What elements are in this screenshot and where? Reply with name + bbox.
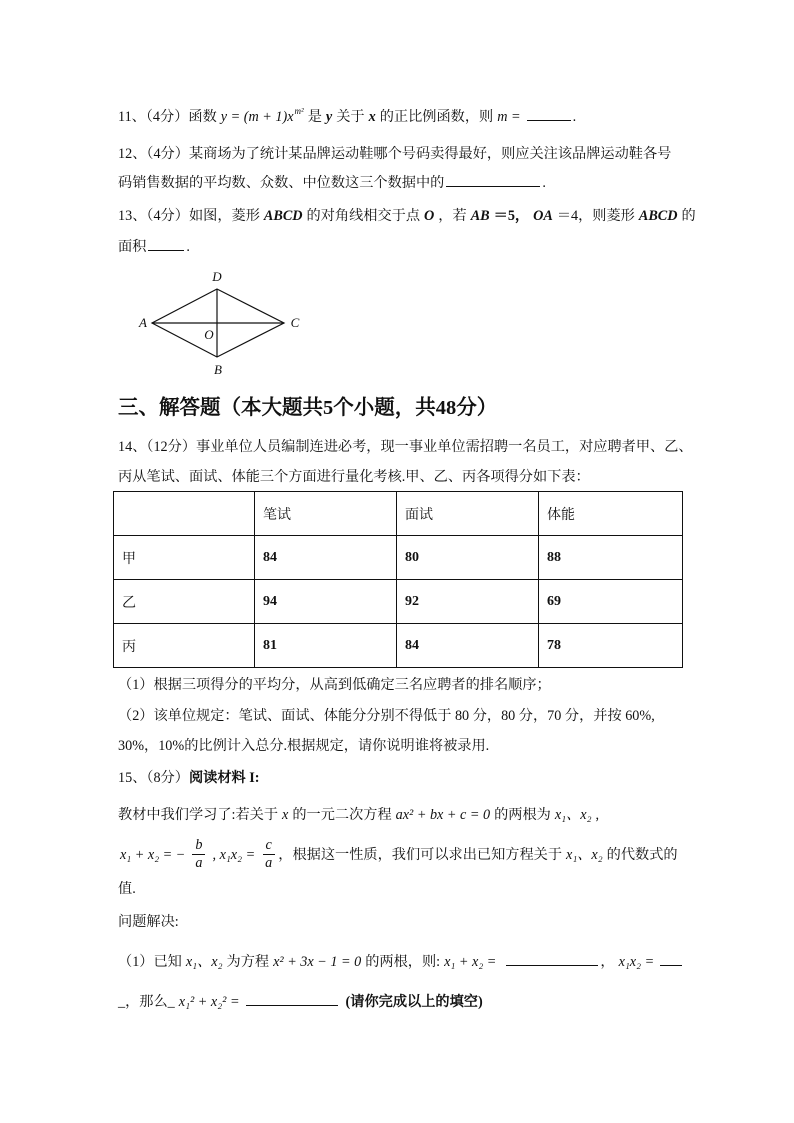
q11-text-is: 是 <box>307 109 322 125</box>
q13-text-2: 的对角线相交于点 <box>306 208 421 224</box>
q15-l3-text: 值. <box>118 881 136 897</box>
q15-l1-var-x: x <box>282 807 289 823</box>
q15-material-line-1 <box>118 805 599 825</box>
q15-fraction-c-over-a <box>262 837 275 872</box>
q11-expression-exponent: m² <box>294 106 304 116</box>
q11-text-proportional: 的正比例函数，则 <box>379 109 494 125</box>
q15-fraction-b-over-a <box>192 837 205 872</box>
fraction-numerator: b <box>192 837 205 855</box>
section-title: 三、解答题（本大题共5个小题，共48分） <box>118 397 498 419</box>
q15-l1-text-3: 的两根为 <box>494 807 551 823</box>
q13-var-abcd-2: ABCD <box>638 208 678 224</box>
q13-var-oa: OA <box>533 208 553 224</box>
q15-p1-roots: x₁、x₂ <box>185 954 223 970</box>
q13-var-abcd: ABCD <box>263 208 303 224</box>
table-header-row <box>114 492 683 536</box>
q13-text-area: 面积 <box>118 239 147 255</box>
table-row <box>114 580 683 624</box>
q15-l1-end: , <box>595 807 600 823</box>
q11-text-function: 函数 <box>188 109 217 125</box>
question-14-part-2 <box>118 706 655 726</box>
q14-part-2-text: （2）该单位规定：笔试、面试、体能分分别不得低于 80 分，80 分，70 分，并按 60%, <box>118 708 655 724</box>
q13-text-1: 如图，菱形 <box>188 208 260 224</box>
q14-label: 14、（12分） <box>118 439 197 455</box>
q13-text-5: ＝4，则菱形 <box>556 208 635 224</box>
q15-p1-text-3: 的两根，则: <box>365 954 441 970</box>
center-label-o: O <box>204 327 214 342</box>
q15-p1-separator: ， <box>600 954 615 970</box>
answer-blank <box>446 173 540 187</box>
table-corner-cell <box>114 492 255 536</box>
answer-blank <box>148 237 184 251</box>
q15-material-line-3 <box>118 879 136 899</box>
question-15-header <box>118 768 259 788</box>
q14-text-line-1: 事业单位人员编制连进必考，现一事业单位需招聘一名员工，对应聘者甲、乙、 <box>196 439 693 455</box>
vertex-label-d: D <box>212 269 222 284</box>
score-cell: 84 <box>397 624 539 668</box>
q15-p2-expression: x₁² + x₂² = <box>178 994 240 1010</box>
row-name-cell: 丙 <box>114 624 255 668</box>
q15-material-line-2 <box>120 837 678 872</box>
q14-part-1-text: （1）根据三项得分的平均分，从高到低确定三名应聘者的排名顺序； <box>118 677 551 693</box>
table-header-cell: 面试 <box>397 492 539 536</box>
score-table <box>113 491 683 668</box>
q15-title: 阅读材料 I: <box>188 770 260 786</box>
question-14-line-2 <box>118 467 590 487</box>
row-name-cell: 甲 <box>114 536 255 580</box>
question-14-part-1 <box>118 675 551 695</box>
q15-p2-text-2: (请你完成以上的填空) <box>345 994 483 1010</box>
table-header-cell: 笔试 <box>255 492 397 536</box>
q12-text-line-1: 某商场为了统计某品牌运动鞋哪个号码卖得最好，则应关注该品牌运动鞋各号 <box>188 146 672 162</box>
q12-end-period: . <box>542 175 546 191</box>
question-11 <box>118 107 576 128</box>
q15-l2-text-1: ，根据这一性质，我们可以求出已知方程关于 <box>278 846 563 863</box>
q11-text-about: 关于 <box>336 109 365 125</box>
q13-var-ab: AB <box>470 208 490 224</box>
vertex-label-c: C <box>290 315 300 330</box>
q15-p2-text-1: _，那么_ <box>118 994 175 1010</box>
q15-l2-roots: x₁、x₂ <box>566 846 603 863</box>
q15-p1-sum: x₁ + x₂ = <box>444 954 497 970</box>
q13-text-3: ，若 <box>438 208 467 224</box>
question-13-line-1 <box>118 206 696 226</box>
question-12-line-2 <box>118 173 546 193</box>
vertex-label-b: B <box>214 362 222 377</box>
q13-text-6: 的 <box>681 208 696 224</box>
score-cell: 78 <box>539 624 683 668</box>
q11-expression-base: y = (m + 1)x <box>220 109 294 125</box>
fraction-denominator: a <box>265 855 273 871</box>
q12-label: 12、（4分） <box>118 146 189 162</box>
table-row <box>114 624 683 668</box>
question-12-line-1 <box>118 144 671 164</box>
score-cell: 69 <box>539 580 683 624</box>
q15-l1-text-1: 教材中我们学习了:若关于 <box>118 807 279 823</box>
fraction-numerator: c <box>263 837 275 855</box>
q15-l2-sum: x₁ + x₂ = − <box>120 846 186 863</box>
q15-p1-text-1: （1）已知 <box>118 954 182 970</box>
answer-blank <box>527 107 571 121</box>
q15-l1-text-2: 的一元二次方程 <box>292 807 392 823</box>
q15-p1-equation: x² + 3x − 1 = 0 <box>273 954 362 970</box>
fraction-denominator: a <box>195 855 203 871</box>
q15-l2-product: , x₁x₂ = <box>212 846 256 863</box>
q11-function-expression <box>221 107 304 128</box>
answer-blank <box>506 952 598 966</box>
q13-text-4: ＝5， <box>493 208 530 224</box>
q15-l1-roots: x₁、x₂ <box>554 807 592 823</box>
q11-label: 11、（4分） <box>118 109 189 125</box>
answer-blank <box>246 992 338 1006</box>
q14-part-2-text-continued: 30%，10%的比例计入总分.根据规定，请你说明谁将被录用. <box>118 738 490 754</box>
q15-l1-equation: ax² + bx + c = 0 <box>395 807 491 823</box>
q12-text-line-2: 码销售数据的平均数、众数、中位数这三个数据中的 <box>118 175 445 191</box>
q15-l2-text-2: 的代数式的 <box>606 846 678 863</box>
table-row <box>114 536 683 580</box>
vertex-label-a: A <box>139 315 147 330</box>
q15-problem-heading <box>118 912 179 932</box>
question-14-part-2-continued <box>118 736 489 756</box>
score-cell: 84 <box>255 536 397 580</box>
q15-part-1 <box>118 952 684 972</box>
score-cell: 81 <box>255 624 397 668</box>
q11-end-period: . <box>572 109 577 125</box>
q15-p1-product: x₁x₂ = <box>618 954 655 970</box>
q11-m-equals: m = <box>497 109 521 125</box>
score-cell: 92 <box>397 580 539 624</box>
section-heading <box>118 394 497 422</box>
q11-var-x: x <box>368 109 376 125</box>
row-name-cell: 乙 <box>114 580 255 624</box>
question-14-line-1 <box>118 437 693 457</box>
answer-blank <box>660 952 682 966</box>
q15-problem-heading-text: 问题解决: <box>118 914 179 930</box>
q15-part-1-continued <box>118 992 483 1012</box>
q15-p1-text-2: 为方程 <box>226 954 270 970</box>
q13-var-o: O <box>424 208 435 224</box>
score-cell: 88 <box>539 536 683 580</box>
score-cell: 94 <box>255 580 397 624</box>
rhombus-diagram <box>130 265 310 380</box>
q14-text-line-2: 丙从笔试、面试、体能三个方面进行量化考核.甲、乙、丙各项得分如下表： <box>118 469 590 485</box>
q15-label: 15、（8分） <box>118 770 189 786</box>
q11-var-y: y <box>325 109 333 125</box>
score-cell: 80 <box>397 536 539 580</box>
q13-end-period: . <box>186 239 190 255</box>
question-13-line-2 <box>118 237 190 257</box>
q13-label: 13、（4分） <box>118 208 189 224</box>
table-header-cell: 体能 <box>539 492 683 536</box>
